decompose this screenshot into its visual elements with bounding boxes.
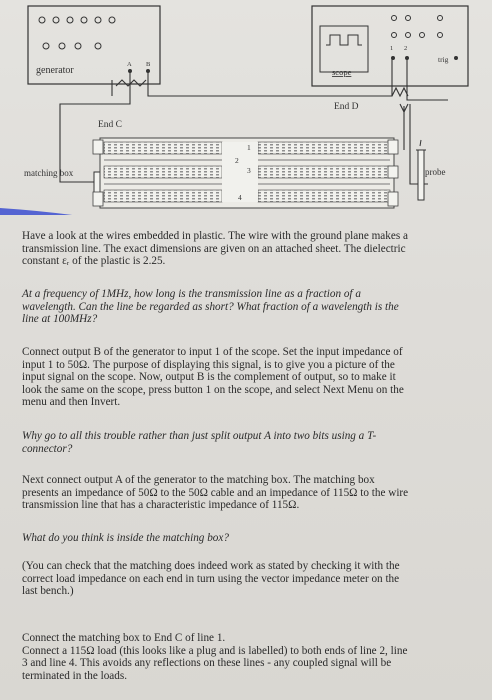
probe [416,140,426,200]
paragraph-5: Next connect output A of the generator to the matching box. The matching box presents an impedance of 50Ω to the 50Ω cable and an impedance of 115Ω to the wire transmission line that has a characteristic impedance of 115Ω. [22,474,409,512]
paragraph-4-question: Why go to all this trouble rather than just split output A into two bits using a T- connector? [22,430,377,455]
matching-box-label: matching box [24,168,74,178]
blue-pen-mark [0,208,120,215]
scope-instrument [312,6,468,86]
paragraph-3: Connect output B of the generator to input 1 of the scope. Set the input impedance of input 1 to 50Ω. The purpose of displaying this signal, is to give you a picture of the input signal on the scope. Now, output B is the complement of output, so to make it look the same on the scope, press button 1 on the scope, and select Next Menu on the menu and then Invert. [22,346,404,409]
scope-input-1-label: 1 [390,45,394,52]
line-number-3: 3 [247,166,251,175]
generator-instrument [28,6,160,84]
scope-input-2-label: 2 [404,45,408,52]
output-b-label: B [146,61,151,68]
paragraph-2-question: At a frequency of 1MHz, how long is the transmission line as a fraction of a wavelength. Can the line be regarded as short? What fraction of a wavelength is the line at 100MHz? [22,288,399,326]
line-number-4: 4 [238,193,242,202]
line-number-1: 1 [247,143,251,152]
output-a-label: A [127,61,132,68]
end-d-label: End D [334,102,359,112]
line-number-2: 2 [235,156,239,165]
scope-label: scope [332,67,352,77]
generator-label: generator [36,65,74,76]
probe-label: probe [425,167,446,177]
paragraph-7: (You can check that the matching does indeed work as stated by checking it with the correct load impedance on each end in turn using the vector impedance meter on the last bench.) [22,560,400,598]
paragraph-8: Connect the matching box to End C of line 1. Connect a 115Ω load (this looks like a plug and is labelled) to both ends of line 2, line 3 and line 4. This avoids any reflections on these lines - any coupled signal will be terminated in the loads. [22,632,408,682]
paragraph-6-question: What do you think is inside the matching box? [22,532,229,544]
end-c-label: End C [98,120,123,130]
paragraph-1: Have a look at the wires embedded in plastic. The wire with the ground plane makes a transmission line. The exact dimensions are given on an attached sheet. The dielectric constant εᵣ of the plastic is 2.25. [22,230,408,268]
trig-label: trig [438,55,449,64]
circuit-diagram [0,0,492,215]
